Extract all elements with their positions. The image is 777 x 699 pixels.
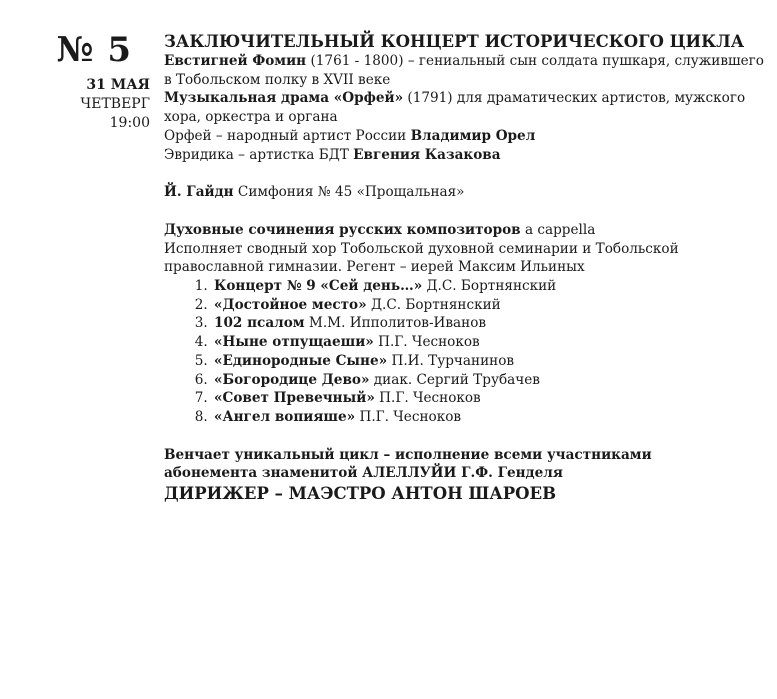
work-composer: М.М. Ипполитов-Иванов (304, 315, 487, 332)
sacred-suffix: a cappella (520, 221, 596, 238)
drama-paragraph (164, 89, 764, 126)
work-composer: П.Г. Чесноков (355, 408, 462, 425)
program-title: ЗАКЛЮЧИТЕЛЬНЫЙ КОНЦЕРТ ИСТОРИЧЕСКОГО ЦИКЛА (164, 32, 745, 51)
work-title: «Богородице Дево» (214, 371, 370, 388)
fomin-paragraph (164, 52, 764, 89)
haydn-composer: Й. Гайдн (164, 184, 234, 201)
spacer (164, 427, 764, 446)
sacred-title: Духовные сочинения русских композиторов (164, 221, 521, 238)
work-title: 102 псалом (214, 315, 305, 332)
eurydice-line (164, 146, 764, 165)
finale-line-1: Венчает уникальный цикл – исполнение всеми участниками (164, 446, 652, 463)
list-item (212, 277, 764, 296)
orpheus-role: Орфей – народный артист России (164, 127, 411, 144)
work-title: «Ныне отпущаеши» (214, 334, 374, 351)
sacred-performers: Исполняет сводный хор Тобольской духовной семинарии и Тобольской православной гимназии. Регент – иерей Максим Ильиных (164, 240, 679, 276)
eurydice-performer: Евгения Казакова (353, 146, 501, 163)
orpheus-line (164, 127, 764, 146)
work-composer: Д.С. Бортнянский (422, 278, 557, 295)
concert-info-column (0, 30, 150, 133)
haydn-line (164, 183, 764, 202)
list-item (212, 314, 764, 333)
drama-title: Музыкальная драма «Орфей» (164, 90, 404, 107)
concert-time: 19:00 (109, 115, 150, 131)
concert-date: 31 МАЯ (86, 77, 150, 93)
list-item (212, 352, 764, 371)
list-item (212, 296, 764, 315)
work-composer: Д.С. Бортнянский (366, 296, 501, 313)
work-composer: П.Г. Чесноков (374, 390, 481, 407)
work-title: «Совет Превечный» (214, 390, 375, 407)
list-item (212, 408, 764, 427)
spacer (164, 164, 764, 183)
list-item (212, 389, 764, 408)
work-composer: П.И. Турчанинов (387, 352, 515, 369)
orpheus-performer: Владимир Орел (410, 127, 536, 144)
concert-weekday: ЧЕТВЕРГ (80, 96, 150, 112)
work-title: «Достойное место» (214, 296, 367, 313)
drama-details: (1791) для драматических артистов, мужского хора, оркестра и органа (164, 90, 746, 126)
fomin-bio: (1761 - 1800) – гениальный сын солдата пушкаря, служившего в Тобольском полку в XVII веке (164, 53, 764, 88)
concert-number: № 5 (56, 30, 132, 70)
list-item (212, 371, 764, 390)
work-title: «Единородные Сыне» (214, 352, 388, 369)
spacer (164, 202, 764, 221)
haydn-work: Симфония № 45 «Прощальная» (233, 184, 465, 201)
work-composer: П.Г. Чесноков (373, 334, 480, 351)
sacred-heading (164, 221, 764, 240)
work-title: Концерт № 9 «Сей день…» (214, 278, 423, 295)
finale-line-2: абонемента знаменитой АЛЕЛЛУЙИ Г.Ф. Генделя (164, 465, 563, 482)
program-column (164, 32, 764, 505)
work-title: «Ангел вопияше» (214, 408, 356, 425)
work-composer: диак. Сергий Трубачев (369, 371, 540, 388)
eurydice-role: Эвридика – артистка БДТ (164, 146, 354, 163)
conductor-line: ДИРИЖЕР – МАЭСТРО АНТОН ШАРОЕВ (164, 484, 557, 504)
fomin-name: Евстигней Фомин (164, 53, 307, 69)
sacred-works-list (164, 277, 764, 427)
list-item (212, 333, 764, 352)
